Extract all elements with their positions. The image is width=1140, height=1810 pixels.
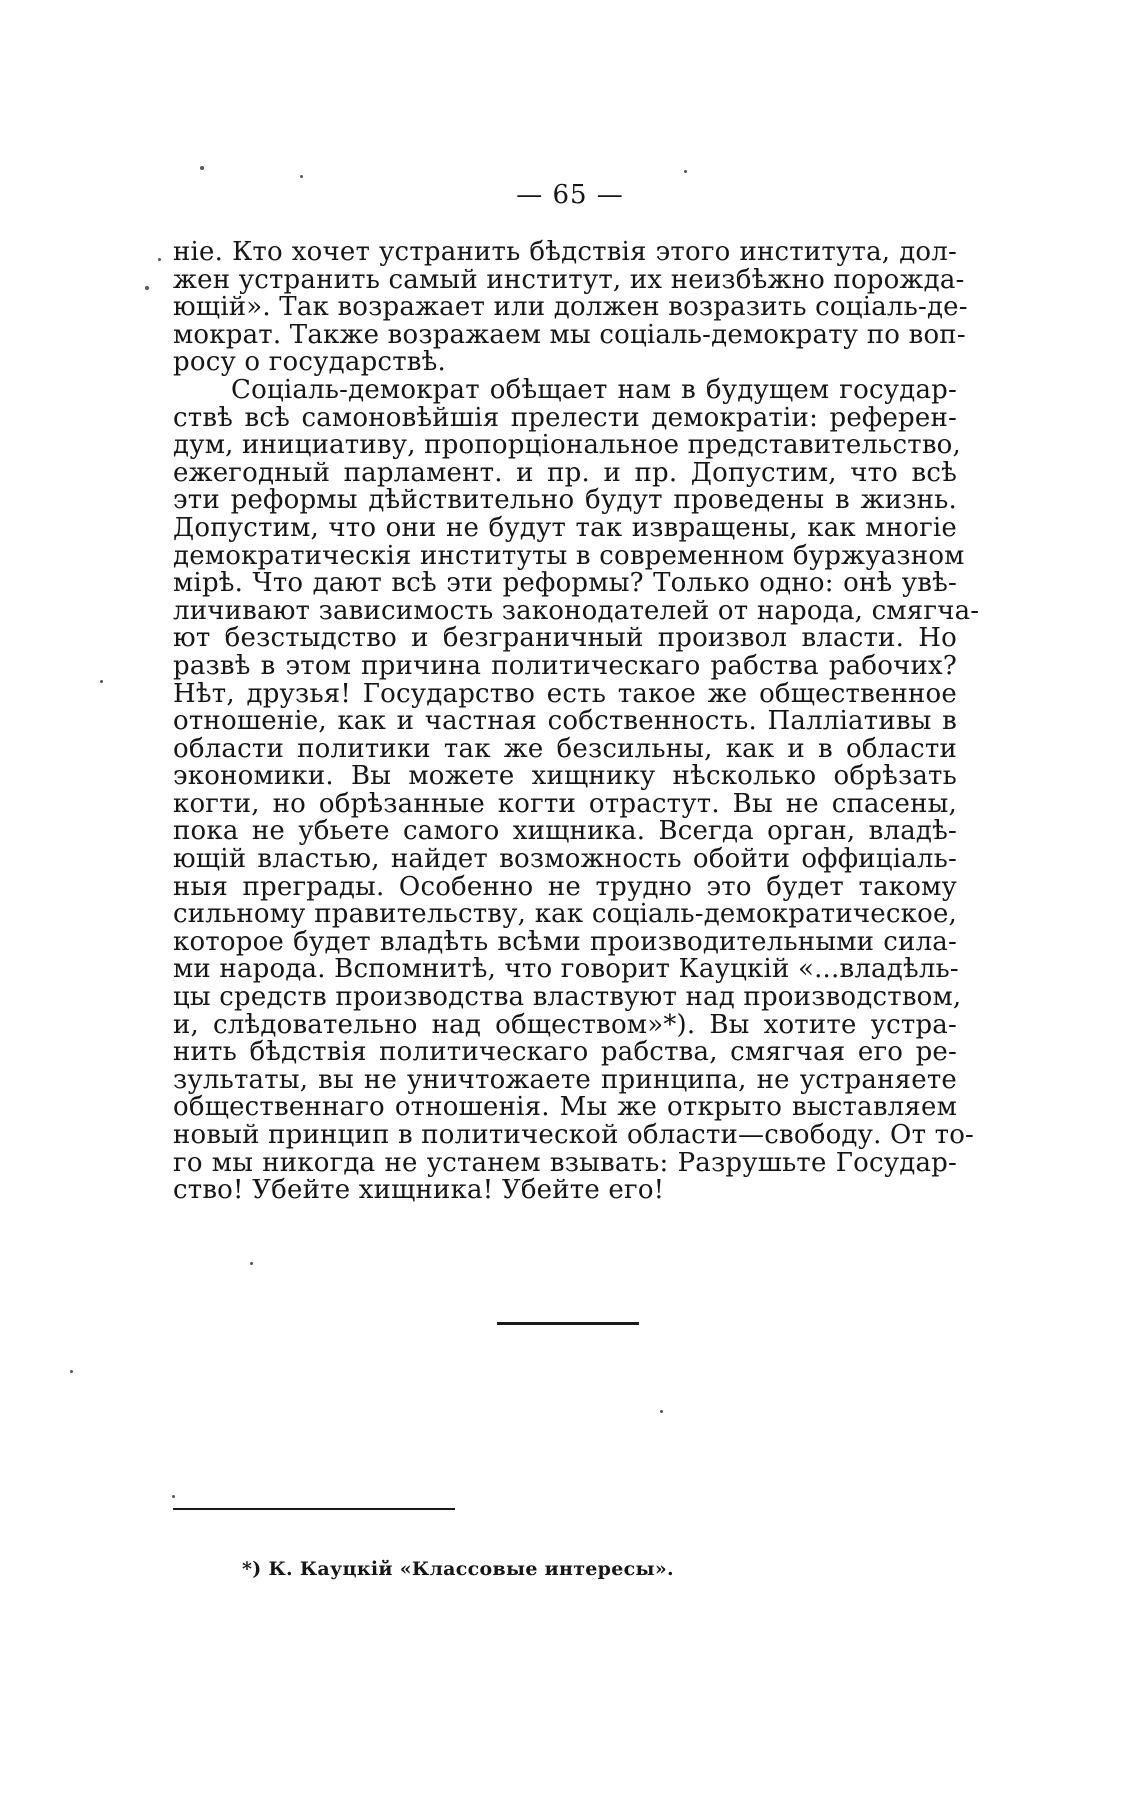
text-line: пока не убьете самого хищника. Всегда орган, владѣ-	[173, 816, 957, 847]
text-line: ют безстыдство и безграничный произвол власти. Но	[173, 623, 957, 654]
text-line: ми народа. Вспомнитѣ, что говорит Кауцкій «...владѣль-	[173, 954, 959, 985]
scan-speck	[70, 1370, 73, 1373]
text-line: зультаты, вы не уничтожаете принципа, не устраняете	[173, 1064, 957, 1095]
text-line: ствѣ всѣ самоновѣйшія прелести демократіи: референ-	[173, 402, 957, 433]
text-line: ство! Убейте хищника! Убейте его!	[173, 1175, 665, 1206]
text-line: ющій властью, найдет возможность обойти оффиціаль-	[173, 844, 957, 875]
text-line: ніе. Кто хочет устранить бѣдствія этого института, дол-	[173, 237, 957, 267]
text-line: Нѣт, друзья! Государство есть такое же общественное	[173, 678, 957, 709]
scan-speck	[250, 1262, 253, 1265]
scan-speck	[100, 680, 103, 683]
text-line: ныя преграды. Особенно не трудно это будет такому	[173, 871, 957, 902]
text-line: эти реформы дѣйствительно будут проведены в жизнь.	[173, 485, 957, 516]
scan-speck	[158, 258, 161, 261]
footnote: *) К. Кауцкій «Классовые интересы».	[242, 1558, 674, 1580]
text-line: Соціаль-демократ обѣщает нам в будущем государ-	[231, 374, 957, 405]
text-line: ежегодный парламент. и пр. и пр. Допустим, что всѣ	[173, 457, 957, 488]
scan-speck	[660, 1410, 663, 1413]
body-text	[173, 237, 980, 1206]
text-line: росу о государствѣ.	[173, 347, 446, 378]
text-line: мократ. Также возражаем мы соціаль-демократу по воп-	[173, 319, 966, 350]
text-line: жен устранить самый институт, их неизбѣжно порожда-	[173, 264, 965, 295]
text-line: цы средств производства властвуют над производством,	[173, 982, 962, 1013]
section-end-rule	[497, 1322, 639, 1325]
page-number: — 65 —	[516, 180, 624, 210]
scan-speck	[200, 166, 204, 170]
text-line: которое будет владѣть всѣми производительными сила-	[173, 926, 957, 957]
text-line: го мы никогда не устанем взывать: Разрушьте Государ-	[173, 1147, 957, 1178]
text-line: и, слѣдовательно над обществом»*). Вы хотите устра-	[173, 1009, 957, 1040]
scan-speck	[172, 1495, 175, 1498]
text-line: мірѣ. Что дают всѣ эти реформы? Только одно: онѣ увѣ-	[173, 568, 957, 599]
footnote-rule	[173, 1508, 455, 1510]
scan-speck	[145, 286, 149, 290]
text-line: отношеніе, как и частная собственность. Палліативы в	[173, 706, 957, 737]
text-line: когти, но обрѣзанные когти отрастут. Вы не спасены,	[173, 788, 957, 819]
scan-speck	[684, 170, 687, 173]
text-line: личивают зависимость законодателей от народа, смягча-	[173, 595, 980, 626]
text-line: новый принцип в политической области—свободу. От то-	[173, 1120, 975, 1150]
text-line: Допустим, что они не будут так извращены, как многіе	[173, 512, 957, 543]
text-line: развѣ в этом причина политическаго рабства рабочих?	[173, 650, 957, 681]
text-line: экономики. Вы можете хищнику нѣсколько обрѣзать	[173, 761, 957, 792]
text-line: демократическія институты в современном буржуазном	[173, 540, 965, 571]
text-line: нить бѣдствія политическаго рабства, смягчая его ре-	[173, 1037, 957, 1068]
text-line: общественнаго отношенія. Мы же открыто выставляем	[173, 1092, 957, 1123]
text-line: дум, инициативу, пропорціональное представительство,	[173, 430, 961, 461]
text-line: сильному правительству, как соціаль-демократическое,	[173, 899, 957, 930]
text-line: ющій». Так возражает или должен возразить соціаль-де-	[173, 292, 968, 323]
text-line: области политики так же безсильны, как и в области	[173, 733, 957, 764]
scan-speck	[300, 175, 303, 178]
